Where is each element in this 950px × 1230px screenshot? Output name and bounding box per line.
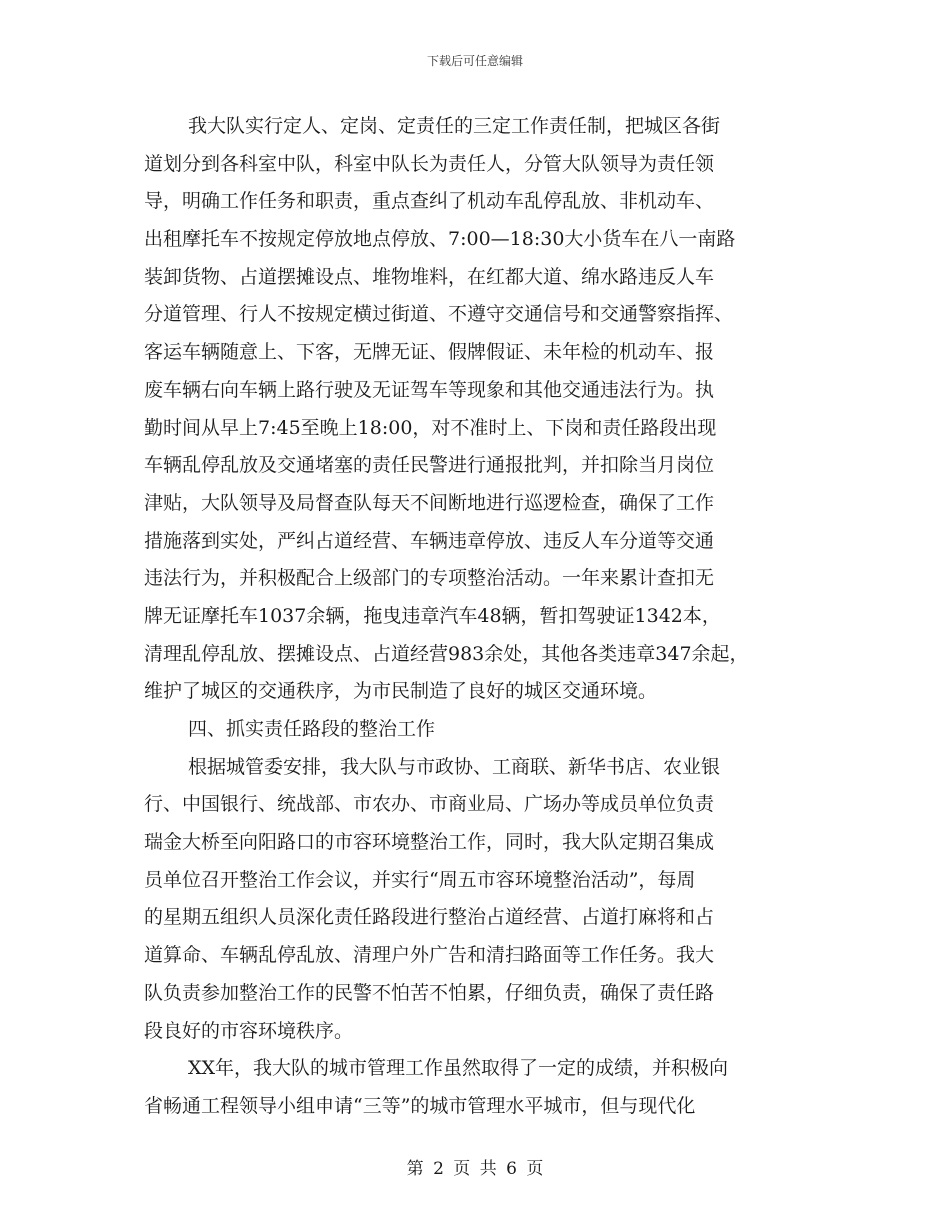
paragraph-line: 津贴，大队领导及局督查队每天不间断地进行巡逻检查，确保了工作 bbox=[144, 491, 715, 514]
page-number-footer: 第 2 页 共 6 页 bbox=[406, 1159, 544, 1179]
paragraph-line: XX年，我大队的城市管理工作虽然取得了一定的成绩，并积极向 bbox=[188, 1057, 729, 1080]
paragraph-line: 行、中国银行、统战部、市农办、市商业局、广场办等成员单位负责 bbox=[144, 793, 715, 816]
page-header: 下载后可任意编辑 bbox=[426, 54, 523, 68]
paragraph-line: 导，明确工作任务和职责，重点查纠了机动车乱停乱放、非机动车、 bbox=[144, 190, 715, 213]
paragraph-line: 分道管理、行人不按规定横过街道、不遵守交通信号和交通警察指挥、 bbox=[144, 303, 734, 326]
paragraph-line: 我大队实行定人、定岗、定责任的三定工作责任制，把城区各街 bbox=[188, 115, 721, 137]
paragraph-line: 维护了城区的交通秩序，为市民制造了良好的城区交通环境。 bbox=[144, 680, 658, 703]
paragraph-line: 牌无证摩托车1037余辆，拖曳违章汽车48辆，暂扣驾驶证1342本， bbox=[144, 604, 721, 627]
section-heading: 四、抓实责任路段的整治工作 bbox=[188, 718, 436, 740]
paragraph-line: 出租摩托车不按规定停放地点停放、7:00—18:30大小货车在八一南路 bbox=[144, 228, 736, 251]
paragraph-line: 根据城管委安排，我大队与市政协、工商联、新华书店、农业银 bbox=[188, 755, 721, 778]
paragraph-line: 违法行为，并积极配合上级部门的专项整治活动。一年来累计查扣无 bbox=[144, 567, 715, 590]
paragraph-line: 员单位召开整治工作会议，并实行“周五市容环境整治活动”，每周 bbox=[144, 868, 696, 891]
paragraph-line: 清理乱停乱放、摆摊设点、占道经营983余处，其他各类违章347余起， bbox=[144, 642, 749, 665]
paragraph-line: 省畅通工程领导小组申请“三等”的城市管理水平城市，但与现代化 bbox=[144, 1094, 696, 1117]
paragraph-line: 装卸货物、占道摆摊设点、堆物堆料，在红都大道、绵水路违反人车 bbox=[144, 265, 715, 288]
paragraph-line: 的星期五组织人员深化责任路段进行整治占道经营、占道打麻将和占 bbox=[144, 906, 715, 929]
paragraph-line: 道算命、车辆乱停乱放、清理户外广告和清扫路面等工作任务。我大 bbox=[144, 944, 715, 967]
paragraph-line: 瑞金大桥至向阳路口的市容环境整治工作，同时，我大队定期召集成 bbox=[144, 831, 715, 854]
paragraph-line: 废车辆右向车辆上路行驶及无证驾车等现象和其他交通违法行为。执 bbox=[144, 378, 715, 401]
paragraph-line: 勤时间从早上7:45至晚上18:00，对不准时上、下岗和责任路段出现 bbox=[144, 416, 717, 439]
paragraph-line: 措施落到实处，严纠占道经营、车辆违章停放、违反人车分道等交通 bbox=[144, 529, 715, 552]
paragraph-line: 道划分到各科室中队，科室中队长为责任人，分管大队领导为责任领 bbox=[144, 152, 715, 175]
paragraph-line: 队负责参加整治工作的民警不怕苦不怕累，仔细负责，确保了责任路 bbox=[144, 981, 715, 1004]
paragraph-line: 客运车辆随意上、下客，无牌无证、假牌假证、未年检的机动车、报 bbox=[144, 341, 715, 364]
paragraph-line: 车辆乱停乱放及交通堵塞的责任民警进行通报批判，并扣除当月岗位 bbox=[144, 454, 715, 477]
paragraph-line: 段良好的市容环境秩序。 bbox=[144, 1019, 354, 1042]
document-body bbox=[144, 108, 834, 1126]
